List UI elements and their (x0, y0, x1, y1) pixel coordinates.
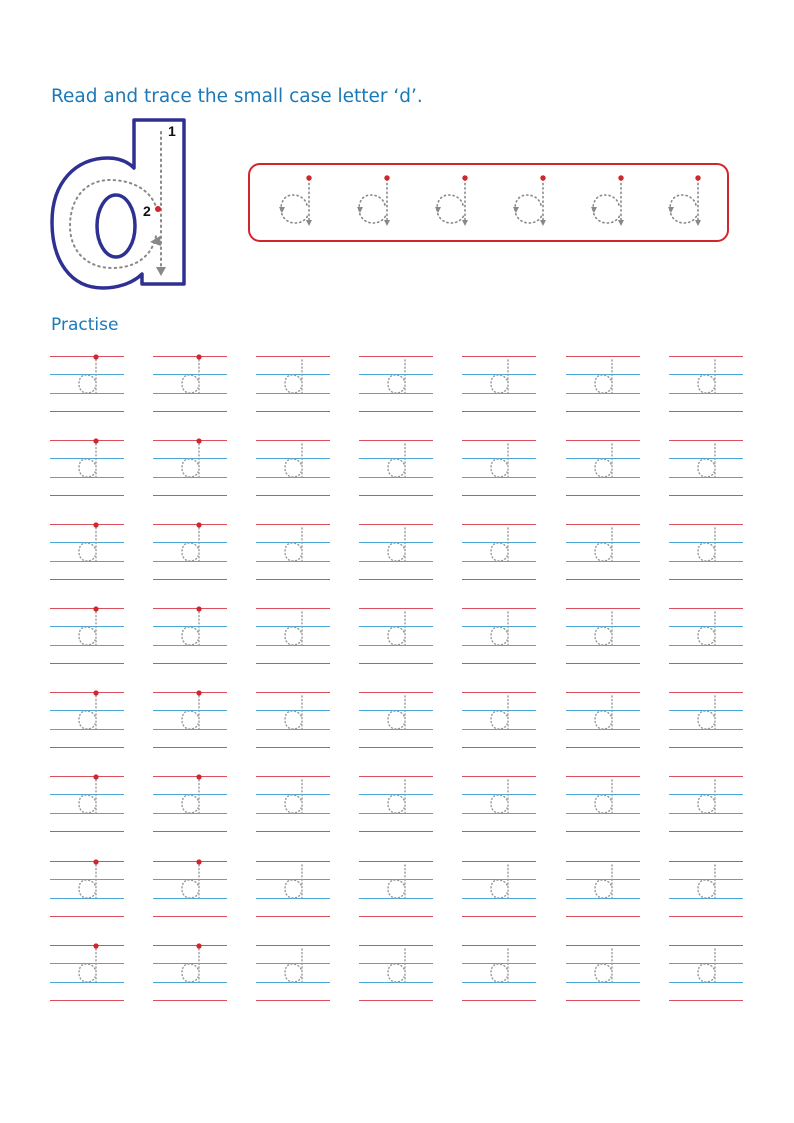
writing-lines (153, 776, 229, 834)
writing-lines (359, 861, 435, 919)
start-dot (196, 943, 201, 948)
practice-cell (566, 440, 642, 498)
writing-lines (359, 524, 435, 582)
practice-cell (669, 692, 745, 750)
writing-lines (50, 861, 126, 919)
start-dot (93, 859, 98, 864)
practice-cell (256, 692, 332, 750)
start-dot (93, 943, 98, 948)
practice-cell (566, 692, 642, 750)
practice-cell (462, 945, 538, 1003)
writing-lines (153, 440, 229, 498)
trace-d-3 (435, 175, 468, 226)
writing-lines (462, 692, 538, 750)
writing-lines (669, 945, 745, 1003)
practice-cell (359, 356, 435, 414)
writing-lines (359, 608, 435, 666)
model-letter-d-graphic (48, 118, 188, 290)
writing-lines (50, 608, 126, 666)
start-dot (93, 606, 98, 611)
trace-d-4 (513, 175, 546, 226)
writing-lines (669, 861, 745, 919)
practice-cell (566, 608, 642, 666)
writing-lines (669, 356, 745, 414)
writing-lines (153, 608, 229, 666)
start-dot (93, 690, 98, 695)
practice-cell (359, 692, 435, 750)
practice-cell (462, 524, 538, 582)
writing-lines (50, 440, 126, 498)
writing-lines (50, 524, 126, 582)
start-dot (93, 774, 98, 779)
trace-letters-graphic (250, 165, 727, 240)
start-dot (93, 354, 98, 359)
writing-lines (566, 524, 642, 582)
model-letter-d (48, 118, 188, 294)
writing-lines (256, 356, 332, 414)
writing-lines (359, 692, 435, 750)
writing-lines (566, 861, 642, 919)
practice-cell (50, 524, 126, 582)
step-2-label: 2 (143, 203, 151, 219)
start-dot (93, 438, 98, 443)
practice-cell (153, 440, 229, 498)
writing-lines (256, 608, 332, 666)
practice-cell (359, 608, 435, 666)
practice-cell (669, 945, 745, 1003)
writing-lines (359, 356, 435, 414)
practice-cell (256, 356, 332, 414)
practice-cell (256, 861, 332, 919)
writing-lines (462, 356, 538, 414)
practice-cell (566, 945, 642, 1003)
trace-d-5 (591, 175, 624, 226)
writing-lines (50, 945, 126, 1003)
practice-cell (669, 440, 745, 498)
writing-lines (669, 524, 745, 582)
practice-cell (50, 945, 126, 1003)
practice-cell (50, 608, 126, 666)
writing-lines (256, 945, 332, 1003)
practice-cell (462, 861, 538, 919)
practice-cell (153, 356, 229, 414)
writing-lines (359, 945, 435, 1003)
practice-cell (256, 945, 332, 1003)
writing-lines (462, 440, 538, 498)
practice-cell (153, 524, 229, 582)
writing-lines (462, 861, 538, 919)
practice-cell (566, 776, 642, 834)
writing-lines (256, 776, 332, 834)
practice-cell (256, 524, 332, 582)
practice-cell (462, 692, 538, 750)
practice-cell (462, 608, 538, 666)
writing-lines (359, 776, 435, 834)
start-dot (196, 774, 201, 779)
practice-cell (256, 440, 332, 498)
start-dot (196, 690, 201, 695)
writing-lines (153, 945, 229, 1003)
writing-lines (50, 776, 126, 834)
practice-cell (359, 776, 435, 834)
writing-lines (669, 440, 745, 498)
start-dot (196, 606, 201, 611)
start-dot (196, 522, 201, 527)
practice-cell (359, 524, 435, 582)
practice-cell (256, 776, 332, 834)
practice-cell (153, 692, 229, 750)
practice-cell (566, 524, 642, 582)
start-dot (196, 859, 201, 864)
writing-lines (462, 524, 538, 582)
practice-cell (566, 356, 642, 414)
practice-cell (256, 608, 332, 666)
trace-letter-box (248, 163, 729, 242)
writing-lines (566, 945, 642, 1003)
practice-cell (50, 861, 126, 919)
writing-lines (153, 524, 229, 582)
writing-lines (669, 776, 745, 834)
writing-lines (669, 692, 745, 750)
trace-d-1 (279, 175, 312, 226)
practice-cell (153, 776, 229, 834)
practice-cell (50, 440, 126, 498)
practice-cell (359, 945, 435, 1003)
writing-lines (256, 440, 332, 498)
writing-lines (566, 776, 642, 834)
practice-cell (50, 356, 126, 414)
writing-lines (462, 776, 538, 834)
practice-cell (669, 608, 745, 666)
writing-lines (566, 608, 642, 666)
writing-lines (50, 356, 126, 414)
practice-cell (50, 776, 126, 834)
writing-lines (462, 945, 538, 1003)
start-dot (93, 522, 98, 527)
practice-cell (669, 776, 745, 834)
practice-cell (153, 608, 229, 666)
practice-cell (359, 861, 435, 919)
writing-lines (566, 692, 642, 750)
writing-lines (256, 524, 332, 582)
practice-cell (566, 861, 642, 919)
practice-cell (153, 945, 229, 1003)
writing-lines (256, 861, 332, 919)
practice-cell (669, 861, 745, 919)
practice-cell (669, 524, 745, 582)
trace-d-6 (668, 175, 701, 226)
writing-lines (462, 608, 538, 666)
practice-cell (462, 356, 538, 414)
practice-cell (462, 440, 538, 498)
practice-cell (462, 776, 538, 834)
writing-lines (153, 692, 229, 750)
practice-cell (50, 692, 126, 750)
writing-lines (153, 861, 229, 919)
practice-cell (669, 356, 745, 414)
writing-lines (153, 356, 229, 414)
writing-lines (566, 440, 642, 498)
writing-lines (256, 692, 332, 750)
trace-d-2 (357, 175, 390, 226)
step-1-label: 1 (168, 123, 176, 139)
practice-cell (153, 861, 229, 919)
practice-cell (359, 440, 435, 498)
writing-lines (50, 692, 126, 750)
worksheet-instruction: Read and trace the small case letter ‘d’. (51, 86, 423, 107)
writing-lines (566, 356, 642, 414)
writing-lines (669, 608, 745, 666)
start-dot (196, 438, 201, 443)
practise-heading: Practise (51, 315, 119, 335)
start-dot (196, 354, 201, 359)
writing-lines (359, 440, 435, 498)
